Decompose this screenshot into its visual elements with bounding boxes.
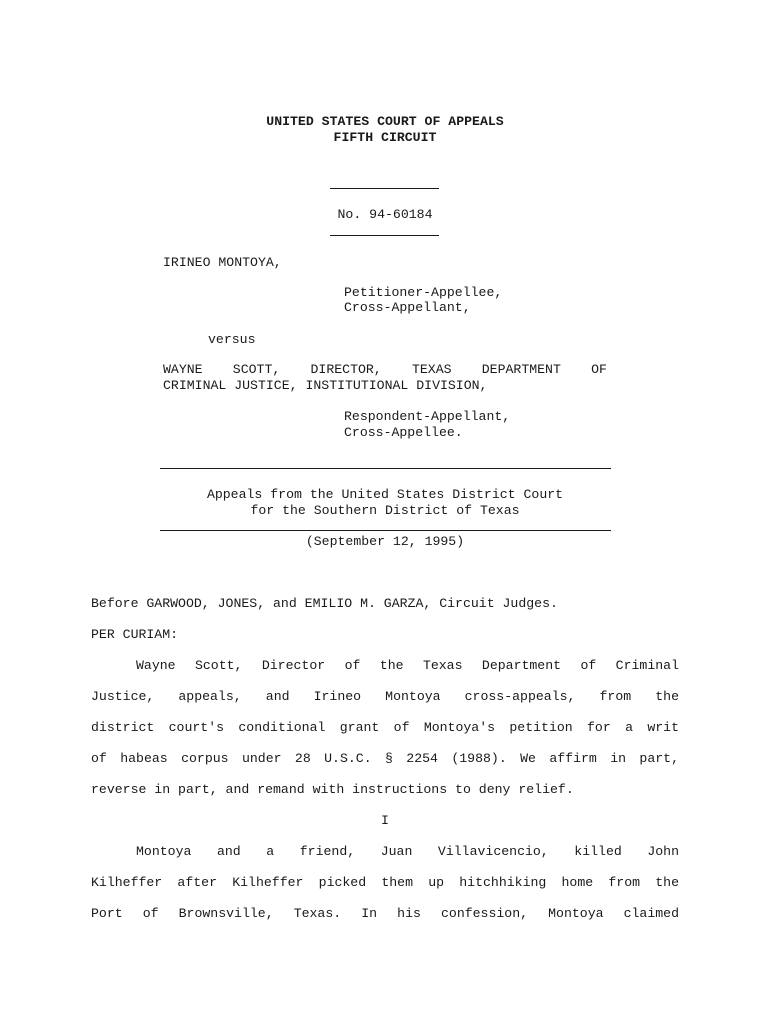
case-number-rule-top	[330, 188, 439, 189]
respondent-word: DEPARTMENT	[481, 362, 561, 377]
respondent-role-2: Cross-Appellee.	[344, 425, 463, 440]
paragraph-line: of habeas corpus under 28 U.S.C. § 2254 (1988). We affirm in part,	[91, 751, 679, 766]
respondent-role-1: Respondent-Appellant,	[344, 409, 511, 424]
appeal-line-1: Appeals from the United States District Court	[206, 487, 564, 502]
respondent-word: TEXAS	[411, 362, 452, 377]
court-name: UNITED STATES COURT OF APPEALS	[266, 114, 504, 129]
respondent-word: OF	[591, 362, 607, 377]
appeal-line-2: for the Southern District of Texas	[250, 503, 520, 518]
paragraph-line: Montoya and a friend, Juan Villavicencio, killed John	[136, 844, 679, 859]
case-number: No. 94-60184	[337, 207, 433, 222]
paragraph-line: Justice, appeals, and Irineo Montoya cross-appeals, from the	[91, 689, 679, 704]
respondent-word: SCOTT,	[232, 362, 281, 377]
per-curiam: PER CURIAM:	[91, 627, 179, 642]
respondent-line-2: CRIMINAL JUSTICE, INSTITUTIONAL DIVISION,	[163, 378, 488, 393]
petitioner-role-2: Cross-Appellant,	[344, 300, 471, 315]
caption-rule-top	[160, 468, 611, 469]
paragraph-line: district court's conditional grant of Montoya's petition for a writ	[91, 720, 679, 735]
petitioner-name: IRINEO MONTOYA,	[163, 255, 282, 270]
paragraph-line: Kilheffer after Kilheffer picked them up hitchhiking home from the	[91, 875, 679, 890]
decision-date: (September 12, 1995)	[305, 534, 465, 549]
panel-judges: Before GARWOOD, JONES, and EMILIO M. GARZA, Circuit Judges.	[91, 596, 558, 611]
paragraph-line: Port of Brownsville, Texas. In his confession, Montoya claimed	[91, 906, 679, 921]
versus: versus	[208, 332, 256, 347]
case-number-rule-bottom	[330, 235, 439, 236]
respondent-word: WAYNE	[163, 362, 203, 377]
petitioner-role-1: Petitioner-Appellee,	[344, 285, 503, 300]
respondent-word: DIRECTOR,	[310, 362, 382, 377]
section-heading: I	[381, 813, 389, 828]
paragraph-line: reverse in part, and remand with instructions to deny relief.	[91, 782, 574, 797]
circuit-name: FIFTH CIRCUIT	[333, 130, 437, 145]
caption-rule-bottom	[160, 530, 611, 531]
paragraph-line: Wayne Scott, Director of the Texas Department of Criminal	[136, 658, 679, 673]
respondent-line-1	[163, 362, 607, 378]
